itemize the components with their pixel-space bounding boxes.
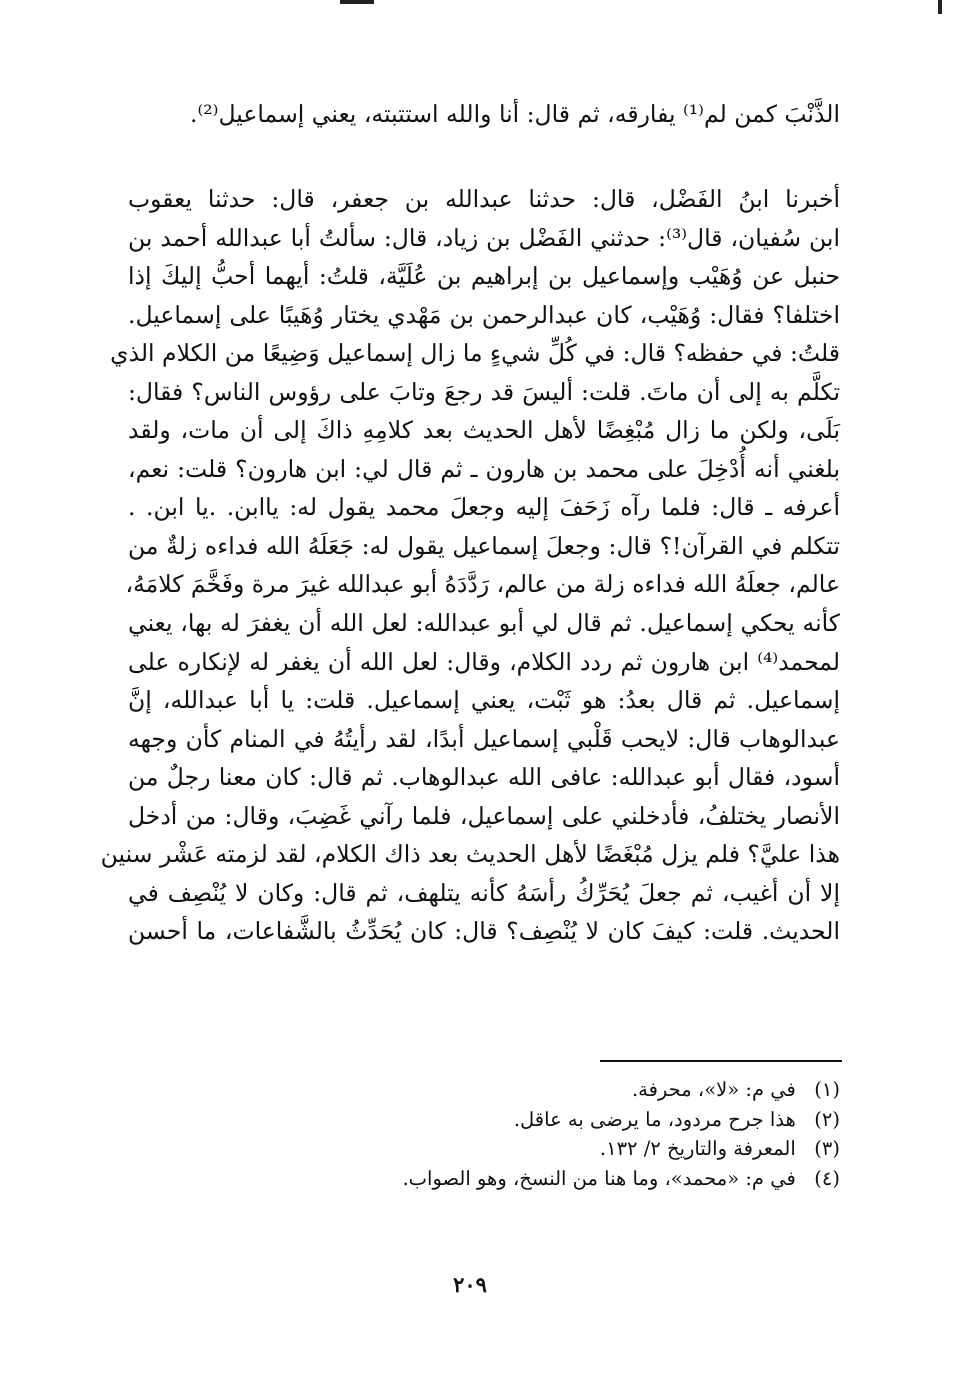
main-text-block (100, 180, 840, 951)
scan-artifact-mark (340, 0, 374, 4)
footnote-text: المعرفة والتاريخ ٢/ ١٣٢. (599, 1137, 796, 1160)
footnote-text: في م: «لا»، محرفة. (631, 1078, 796, 1101)
text-line: كأنه يحكي إسماعيل. ثم قال لي أبو عبدالله: لعل الله أن يغفرَ له بها، يعني (128, 609, 840, 638)
footnote (420, 1105, 840, 1135)
footnote-number: (٣) (814, 1137, 840, 1160)
footnote-number: (١) (814, 1078, 840, 1101)
text-line: أسود، فقال أبو عبدالله: عافى الله عبدالوهاب. ثم قال: كان معنا رجلٌ من (128, 763, 840, 792)
text-line: قلتُ: في حفظه؟ قال: في كُلِّ شيءٍ ما زال إسماعيل وَضِيعًا من الكلام الذي (110, 339, 840, 368)
text-line: إسماعيل. ثم قال بعدُ: هو ثَبْت، يعني إسماعيل. قلت: يا أبا عبدالله، إنَّ (128, 686, 840, 715)
footnote-number: (٤) (814, 1166, 840, 1190)
text-line: بلغني أنه أُدْخِلَ على محمد بن هارون ـ ثم قال لي: ابن هارون؟ قلت: نعم، (128, 454, 840, 483)
text-line: لمحمد⁽⁴⁾ ابن هارون ثم ردد الكلام، وقال: لعل الله أن يغفر له لإنكاره على (128, 647, 840, 676)
footnote-text: في م: «محمد»، وما هنا من النسخ، وهو الصواب. (402, 1166, 796, 1190)
footnote (420, 1075, 840, 1105)
footnotes (402, 1075, 840, 1193)
text-line: عالم، جعلَهُ الله فداءه زلة من عالم، رَدَّدَهُ أبو عبدالله غيرَ مرة وفَخَّمَ كلامَهُ، (125, 570, 840, 599)
scan-artifact-mark (938, 0, 942, 14)
text-line: أعرفه ـ قال: فلما رآه زَحَفَ إليه وجعلَ محمد يقول له: ياابن. .يا ابن. . (128, 493, 840, 522)
continuation-line: الذَّنْبَ كمن لم⁽¹⁾ يفارقه، ثم قال: أنا والله استتبته، يعني إسماعيل⁽²⁾. (190, 100, 840, 128)
text-line: اختلفا؟ فقال: وُهَيْب، كان عبدالرحمن بن مَهْدي يختار وُهَيبًا على إسماعيل. (128, 300, 840, 329)
footnote-number: (٢) (814, 1107, 840, 1131)
text-line: عبدالوهاب قال: لايحب قَلْبي إسماعيل أبدًا، لقد رأيتُهُ في المنام كأن وجهه (128, 724, 840, 753)
text-line: تتكلم في القرآن!؟ قال: وجعلَ إسماعيل يقول له: جَعَلَهُ الله فداءه زلةٌ من (128, 531, 840, 560)
text-line: الحديث. قلت: كيفَ كان لا يُنْصِف؟ قال: كان يُحَدِّثُ بالشَّفاعات، ما أحسن (128, 917, 840, 946)
page-number: ٢٠٩ (453, 1272, 487, 1297)
footnote (420, 1134, 840, 1164)
text-line: ابن سُفيان، قال⁽³⁾: حدثني الفَضْل بن زياد، قال: سألتُ أبا عبدالله أحمد بن (128, 223, 840, 252)
text-line: أخبرنا ابنُ الفَضْل، قال: حدثنا عبدالله بن جعفر، قال: حدثنا يعقوب (128, 185, 840, 213)
text-line: تكلَّم به إلى أن ماتَ. قلت: أليسَ قد رجعَ وتابَ على رؤوس الناس؟ فقال: (128, 377, 840, 406)
footnote-separator (600, 1060, 842, 1062)
footnote (402, 1164, 840, 1194)
footnote-text: هذا جرح مردود، ما يرضى به عاقل. (513, 1107, 796, 1131)
text-line: حنبل عن وُهَيْب وإسماعيل بن إبراهيم بن عُلَيَّة، قلتُ: أيهما أحبُّ إليكَ إذا (128, 262, 840, 291)
text-line: الأنصار يختلفُ، فأدخلني على إسماعيل، فلما رآني غَضِبَ، وقال: من أدخل (128, 801, 840, 830)
text-line: إلا أن أغيب، ثم جعلَ يُحَرِّكُ رأسَهُ كأنه يتلهف، ثم قال: وكان لا يُنْصِف في (128, 878, 840, 907)
text-line: هذا عليَّ؟ فلم يزل مُبْغَضًا لأهل الحديث بعد ذاك الكلام، لقد لزمته عَشْر سنين (100, 840, 840, 869)
text-line: بَلَى، ولكن ما زال مُبْغِضًا لأهل الحديث بعد كلامِهِ ذاكَ إلى أن مات، ولقد (128, 416, 840, 445)
